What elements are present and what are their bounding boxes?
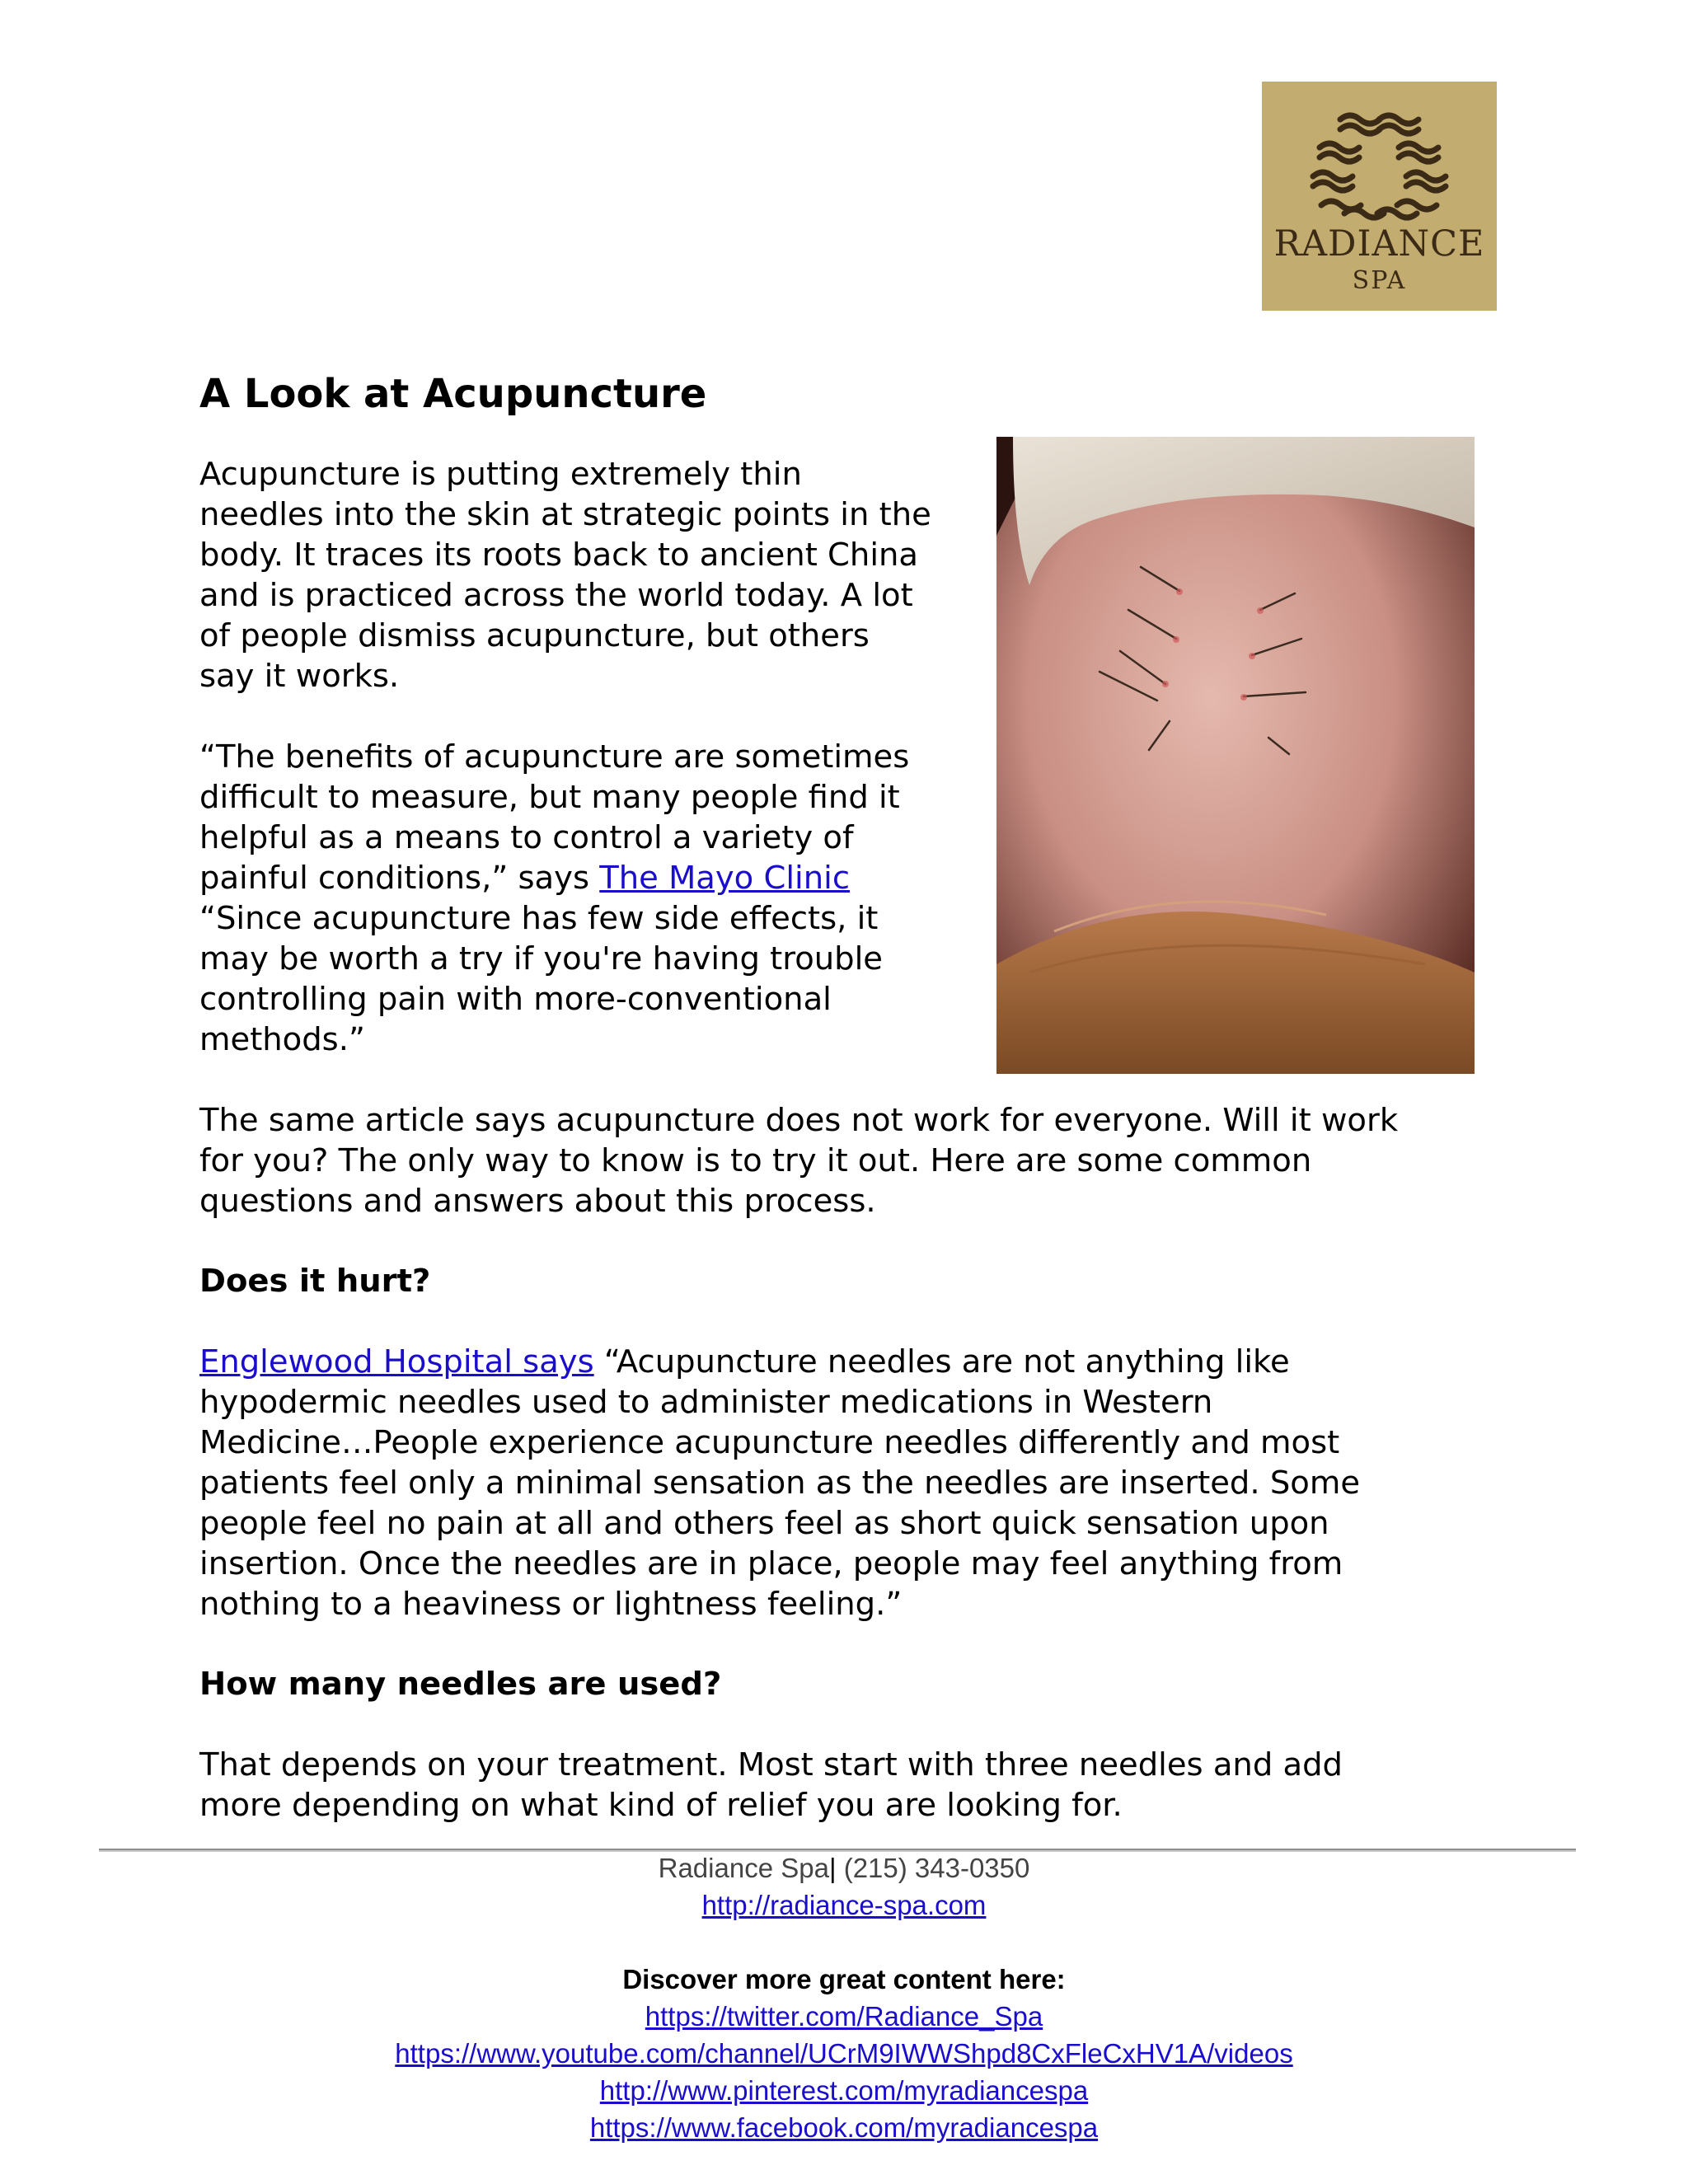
footer-discover-heading: Discover more great content here: [622, 1964, 1066, 1994]
paragraph-line: The same article says acupuncture does not work for everyone. Will it work [199, 1102, 1399, 1139]
intro-line: and is practiced across the world today. A lot [199, 577, 913, 614]
paragraph-line: nothing to a heaviness or lightness feeling.” [199, 1586, 903, 1623]
question-how-many-needles: How many needles are used? [199, 1666, 722, 1703]
englewood-first-line: “Acupuncture needles are not anything like [593, 1343, 1290, 1380]
intro-line: of people dismiss acupuncture, but others [199, 617, 870, 654]
quote-paragraph [199, 737, 909, 1060]
logo-sub: SPA [1352, 266, 1407, 295]
footer-separator: | [828, 1853, 837, 1883]
paragraph-line: Medicine…People experience acupuncture needles differently and most [199, 1424, 1340, 1461]
intro-line: say it works. [199, 658, 400, 695]
radiance-spa-logo [1262, 82, 1497, 311]
question-does-it-hurt: Does it hurt? [199, 1263, 431, 1300]
quote-line: may be worth a try if you're having trouble [199, 940, 883, 977]
quote-line: “The benefits of acupuncture are sometimes [199, 738, 910, 776]
answer-needles-paragraph [199, 1745, 1343, 1825]
quote-line: methods.” [199, 1021, 365, 1058]
pinterest-link[interactable]: http://www.pinterest.com/myradiancespa [599, 2075, 1089, 2106]
quote-line: difficult to measure, but many people find it [199, 779, 900, 816]
footer-spacer [0, 1924, 1688, 1961]
quote-says: painful conditions,” says [199, 860, 600, 897]
intro-line: Acupuncture is putting extremely thin [199, 456, 802, 493]
article-title: A Look at Acupuncture [199, 371, 707, 417]
same-article-paragraph [199, 1100, 1398, 1221]
acupuncture-photo [996, 437, 1475, 1074]
intro-line: body. It traces its roots back to ancient China [199, 537, 919, 574]
logo-name: RADIANCE [1273, 223, 1485, 265]
youtube-link[interactable]: https://www.youtube.com/channel/UCrM9IWWShpd8CxFleCxHV1A/videos [395, 2038, 1293, 2069]
facebook-link[interactable]: https://www.facebook.com/myradiancespa [589, 2112, 1099, 2143]
paragraph-line: questions and answers about this process. [199, 1183, 876, 1220]
englewood-paragraph [199, 1342, 1360, 1624]
footer-website-link[interactable]: http://radiance-spa.com [701, 1890, 987, 1920]
quote-line: controlling pain with more-conventional [199, 981, 832, 1018]
mayo-clinic-link[interactable]: The Mayo Clinic [599, 860, 851, 897]
footer-phone: (215) 343-0350 [836, 1853, 1030, 1883]
quote-line: helpful as a means to control a variety of [199, 819, 854, 856]
paragraph-line: people feel no pain at all and others feel as short quick sensation upon [199, 1505, 1329, 1542]
paragraph-line: hypodermic needles used to administer medications in Western [199, 1384, 1213, 1421]
paragraph-line: That depends on your treatment. Most start with three needles and add [199, 1746, 1343, 1783]
paragraph-line: more depending on what kind of relief you are looking for. [199, 1787, 1123, 1824]
footer-contact [0, 1849, 1688, 1886]
footer-company: Radiance Spa [658, 1853, 829, 1883]
intro-paragraph [199, 454, 931, 696]
footer [0, 1849, 1688, 2146]
paragraph-line: insertion. Once the needles are in place, people may feel anything from [199, 1545, 1343, 1582]
englewood-hospital-link[interactable]: Englewood Hospital says [199, 1343, 594, 1380]
twitter-link[interactable]: https://twitter.com/Radiance_Spa [645, 2001, 1043, 2032]
paragraph-line: for you? The only way to know is to try it out. Here are some common [199, 1142, 1312, 1179]
quote-line: “Since acupuncture has few side effects, it [199, 900, 879, 937]
intro-line: needles into the skin at strategic points in the [199, 496, 931, 533]
paragraph-line: patients feel only a minimal sensation as the needles are inserted. Some [199, 1465, 1361, 1502]
